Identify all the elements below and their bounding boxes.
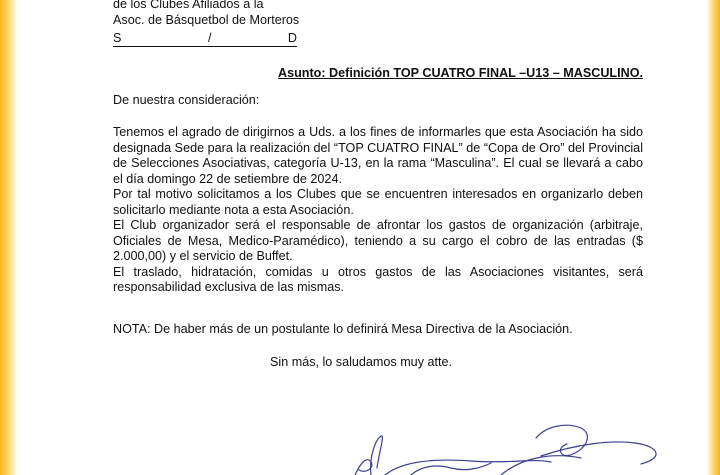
- paragraph-request: Por tal motivo solicitamos a los Clubes que se encuentren interesados en organizarlo deben solicitarlo mediante nota a esta Asociación.: [113, 187, 643, 217]
- closing-line: Sin más, lo saludamos muy atte.: [270, 355, 452, 369]
- nota-line: NOTA: De haber más de un postulante lo definirá Mesa Directiva de la Asociación.: [113, 322, 573, 336]
- left-decorative-border: [0, 0, 18, 475]
- signature-image: [341, 418, 671, 475]
- recipient-line-2: Asoc. de Básquetbol de Morteros: [113, 13, 300, 27]
- recipient-sd-line: [113, 31, 297, 47]
- subject-heading: Asunto: Definición TOP CUATRO FINAL –U13 – MASCULINO.: [277, 66, 643, 80]
- paragraph-announcement: Tenemos el agrado de dirigirnos a Uds. a los fines de informarles que esta Asociación ha sido designada Sede para la realización del “TOP CUATRO FINAL” de “Copa de Oro” del Provincial de Selecciones Asociativas, categoría U-13, en la rama “Masculina”. El cual se llevará a cabo el día domingo 22 de setiembre de 2024.: [113, 125, 643, 186]
- sd-right: D: [287, 31, 297, 45]
- sd-slash: /: [208, 31, 212, 45]
- right-decorative-border: [706, 0, 720, 475]
- letter-page: [113, 0, 643, 475]
- sd-left: S: [113, 31, 122, 45]
- paragraph-visitors: El traslado, hidratación, comidas u otros gastos de las Asociaciones visitantes, será responsabilidad exclusiva de las mismas.: [113, 264, 643, 294]
- greeting: De nuestra consideración:: [113, 93, 260, 107]
- paragraph-organizer: El Club organizador será el responsable de afrontar los gastos de organización (arbitraje, Oficiales de Mesa, Medico-Paramédico), teniendo a su cargo el cobro de las entradas ($ 2.000,00) y el servicio de Buffet.: [113, 218, 643, 263]
- recipient-line-1: de los Clubes Afiliados a la: [113, 0, 264, 11]
- letter-body: [113, 125, 643, 296]
